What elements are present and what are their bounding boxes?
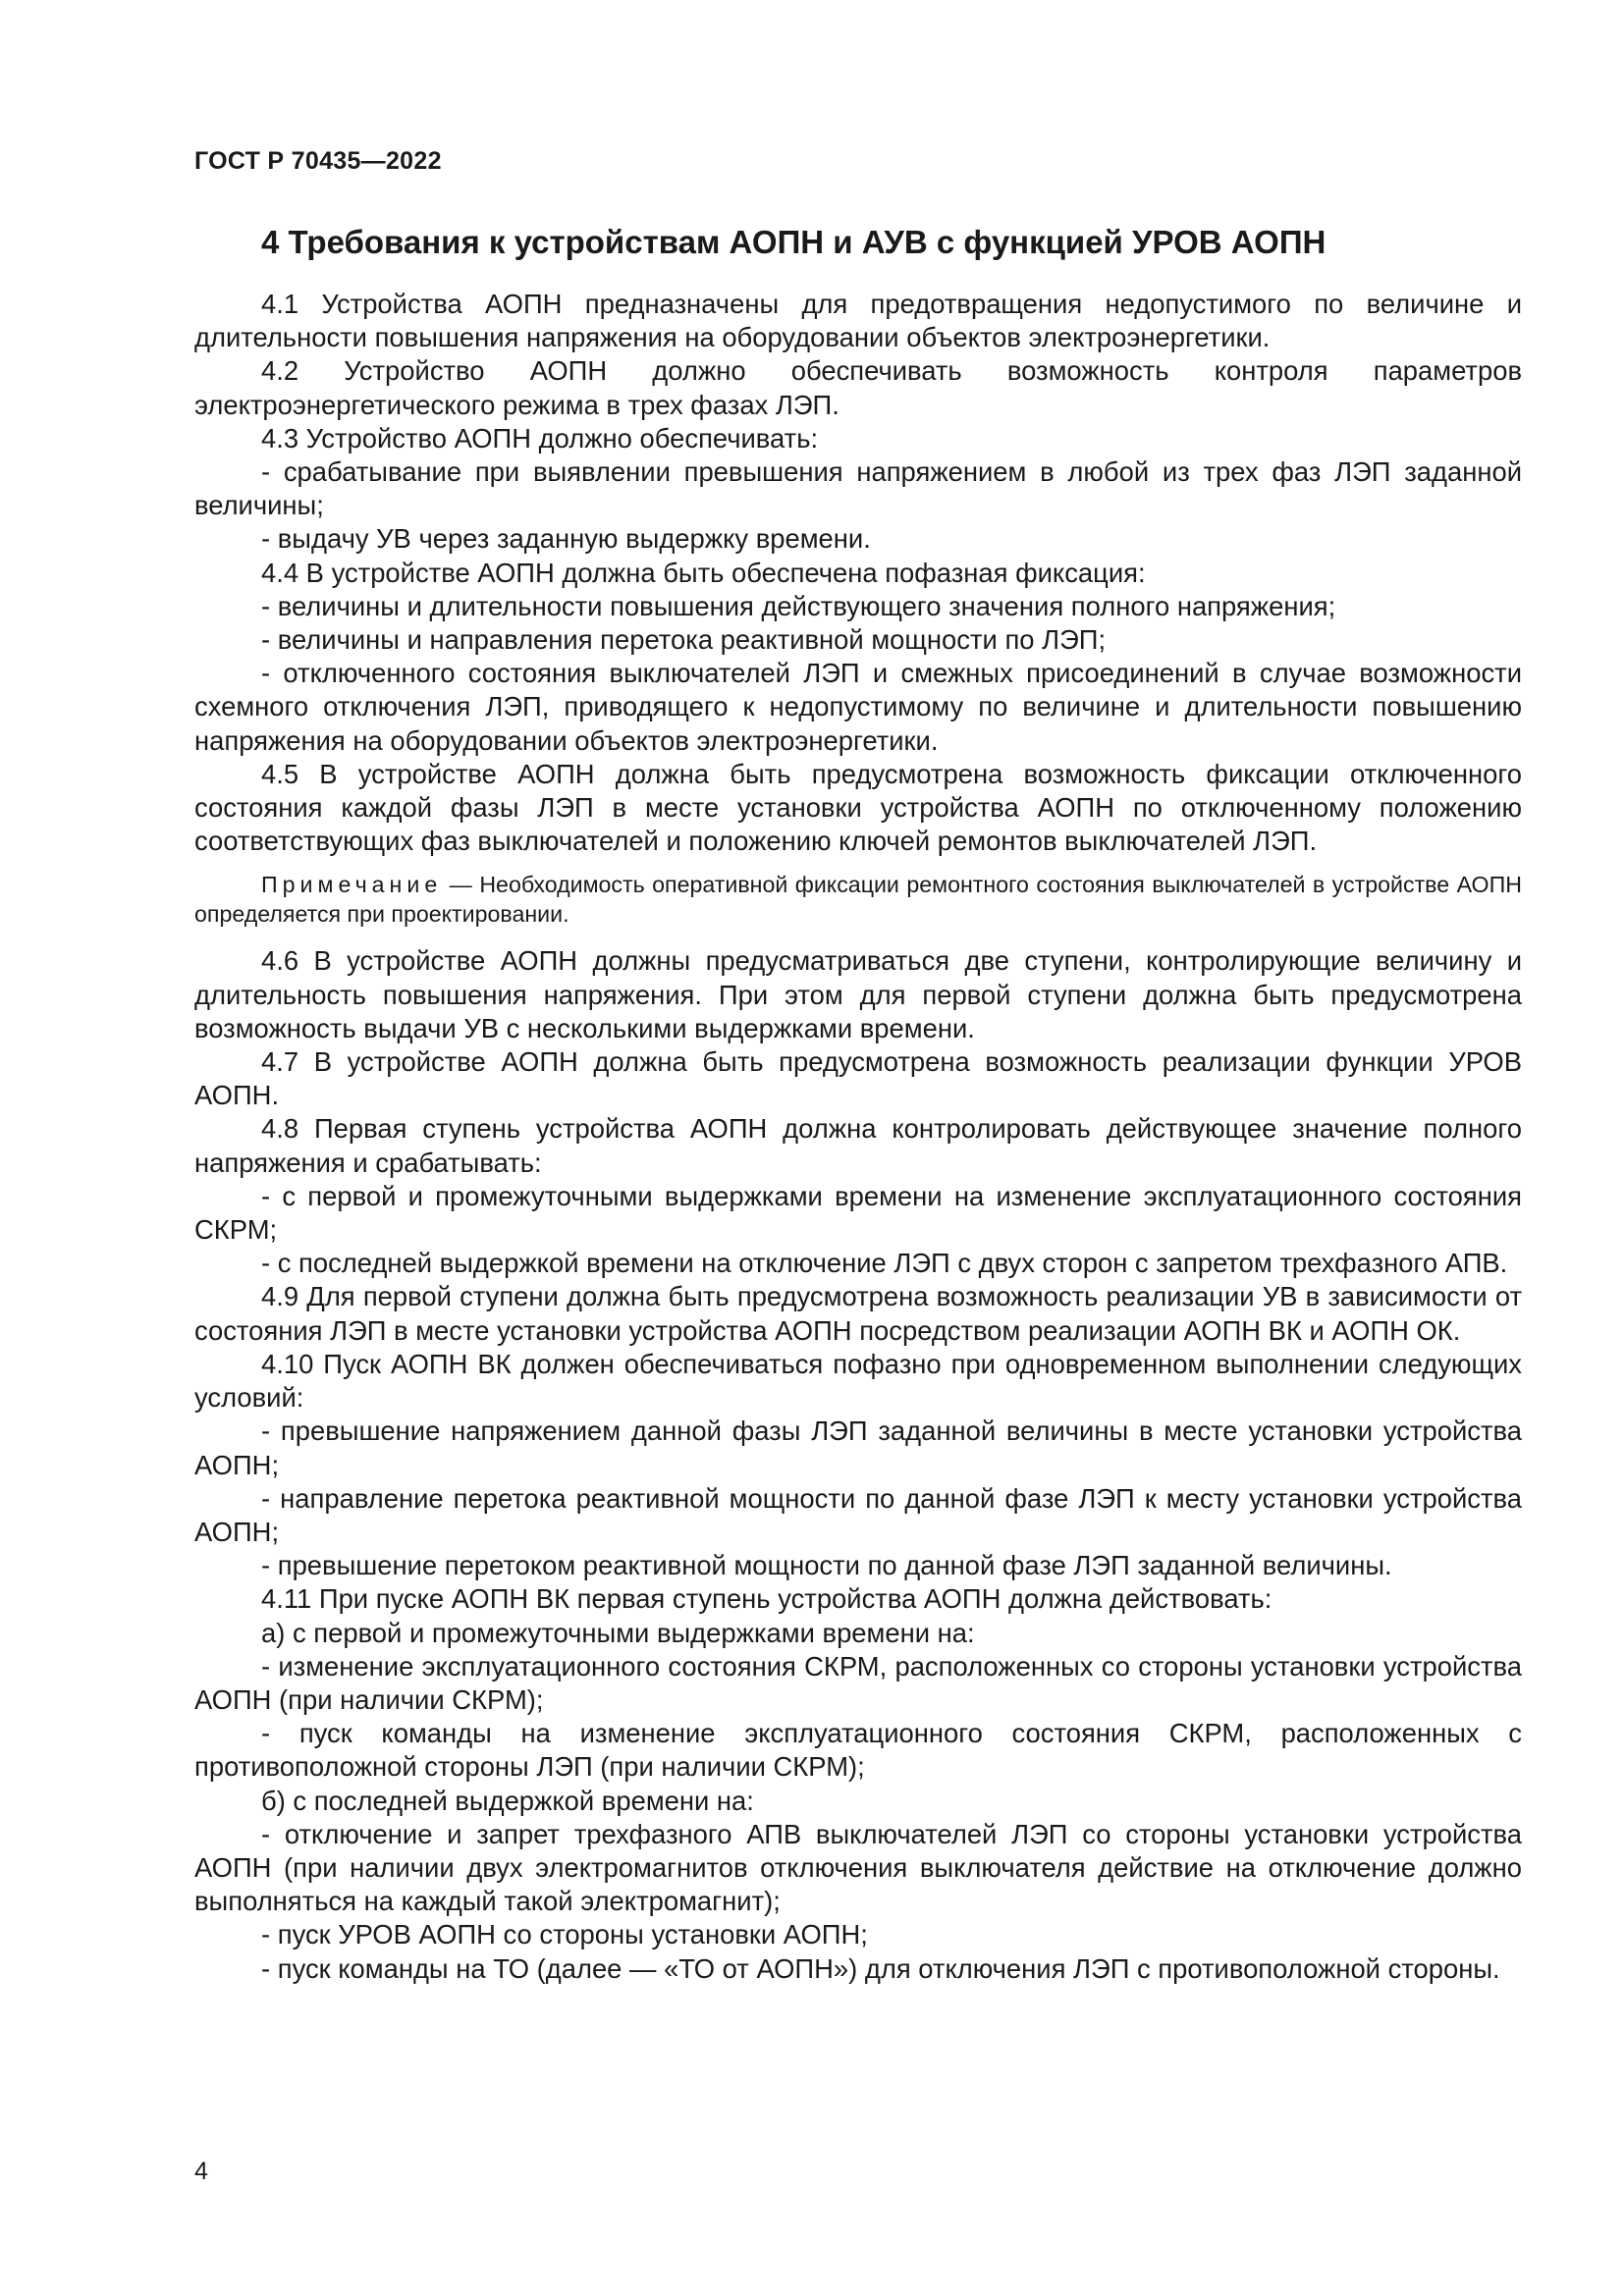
- subitem-b: б) с последней выдержкой времени на:: [261, 1785, 754, 1816]
- paragraph-4-5: 4.5 В устройстве АОПН должна быть предусмотрена возможность фиксации отключенного состояния каждой фазы ЛЭП в месте установки устройства АОПН по отключенному положению соответствующих фаз выключателей и положению ключей ремонтов выключателей ЛЭП.: [194, 758, 1522, 857]
- paragraph-4-7: 4.7 В устройстве АОПН должна быть предусмотрена возможность реализации функции УРОВ АОПН.: [194, 1046, 1522, 1111]
- note-block: [194, 870, 1522, 929]
- page-number: 4: [194, 2158, 208, 2185]
- document-code-header: ГОСТ Р 70435—2022: [194, 147, 442, 175]
- list-item: - превышение напряжением данной фазы ЛЭП заданной величины в месте установки устройства АОПН;: [194, 1415, 1522, 1480]
- section-body: [194, 288, 1522, 1986]
- list-item: - отключенного состояния выключателей ЛЭП и смежных присоединений в случае возможности схемного отключения ЛЭП, приводящего к недопустимому по величине и длительности повышению напряжения на оборудовании объектов электроэнергетики.: [194, 658, 1522, 756]
- paragraph-4-10: 4.10 Пуск АОПН ВК должен обеспечиваться пофазно при одновременном выполнении следующих условий:: [194, 1348, 1522, 1414]
- subitem-a: а) с первой и промежуточными выдержками времени на:: [261, 1617, 975, 1648]
- paragraph-4-3: 4.3 Устройство АОПН должно обеспечивать:: [261, 422, 819, 454]
- list-item: - пуск УРОВ АОПН со стороны установки АОПН;: [261, 1919, 868, 1950]
- list-item: - пуск команды на ТО (далее — «ТО от АОПН») для отключения ЛЭП с противоположной стороны.: [261, 1952, 1500, 1984]
- paragraph-4-4: 4.4 В устройстве АОПН должна быть обеспечена пофазная фиксация:: [261, 557, 1146, 588]
- list-item: - превышение перетоком реактивной мощности по данной фазе ЛЭП заданной величины.: [261, 1550, 1392, 1581]
- paragraph-4-11: 4.11 При пуске АОПН ВК первая ступень устройства АОПН должна действовать:: [261, 1583, 1272, 1615]
- note-label: Примечание: [261, 872, 443, 898]
- note-text: — Необходимость оперативной фиксации ремонтного состояния выключателей в устройстве АОПН определяется при проектировании.: [194, 872, 1522, 928]
- paragraph-4-6: 4.6 В устройстве АОПН должны предусматриваться две ступени, контролирующие величину и длительность повышения напряжения. При этом для первой ступени должна быть предусмотрена возможность выдачи УВ с несколькими выдержками времени.: [194, 945, 1522, 1043]
- paragraph-4-2: 4.2 Устройство АОПН должно обеспечивать возможность контроля параметров электроэнергетического режима в трех фазах ЛЭП.: [194, 355, 1522, 420]
- list-item: - величины и направления перетока реактивной мощности по ЛЭП;: [261, 624, 1107, 656]
- list-item: - с последней выдержкой времени на отключение ЛЭП с двух сторон с запретом трехфазного АПВ.: [261, 1248, 1508, 1279]
- paragraph-4-1: 4.1 Устройства АОПН предназначены для предотвращения недопустимого по величине и длительности повышения напряжения на оборудовании объектов электроэнергетики.: [194, 289, 1522, 353]
- list-item: - пуск команды на изменение эксплуатационного состояния СКРМ, расположенных с противоположной стороны ЛЭП (при наличии СКРМ);: [194, 1718, 1522, 1783]
- paragraph-4-9: 4.9 Для первой ступени должна быть предусмотрена возможность реализации УВ в зависимости от состояния ЛЭП в месте установки устройства АОПН посредством реализации АОПН ВК и АОПН ОК.: [194, 1281, 1522, 1346]
- list-item: - с первой и промежуточными выдержками времени на изменение эксплуатационного состояния СКРМ;: [194, 1180, 1522, 1246]
- list-item: - отключение и запрет трехфазного АПВ выключателей ЛЭП со стороны установки устройства АОПН (при наличии двух электромагнитов отключения выключателя действие на отключение должно выполняться на каждый такой электромагнит);: [194, 1818, 1522, 1917]
- section-title: 4 Требования к устройствам АОПН и АУВ с функцией УРОВ АОПН: [261, 224, 1326, 260]
- list-item: - выдачу УВ через заданную выдержку времени.: [261, 523, 871, 555]
- list-item: - срабатывание при выявлении превышения напряжением в любой из трех фаз ЛЭП заданной величины;: [194, 456, 1522, 521]
- document-page: [194, 0, 1522, 2296]
- list-item: - изменение эксплуатационного состояния СКРМ, расположенных со стороны установки устройства АОПН (при наличии СКРМ);: [194, 1650, 1522, 1715]
- paragraph-4-8: 4.8 Первая ступень устройства АОПН должна контролировать действующее значение полного напряжения и срабатывать:: [194, 1113, 1522, 1178]
- list-item: - направление перетока реактивной мощности по данной фазе ЛЭП к месту установки устройства АОПН;: [194, 1482, 1522, 1547]
- list-item: - величины и длительности повышения действующего значения полного напряжения;: [261, 590, 1336, 621]
